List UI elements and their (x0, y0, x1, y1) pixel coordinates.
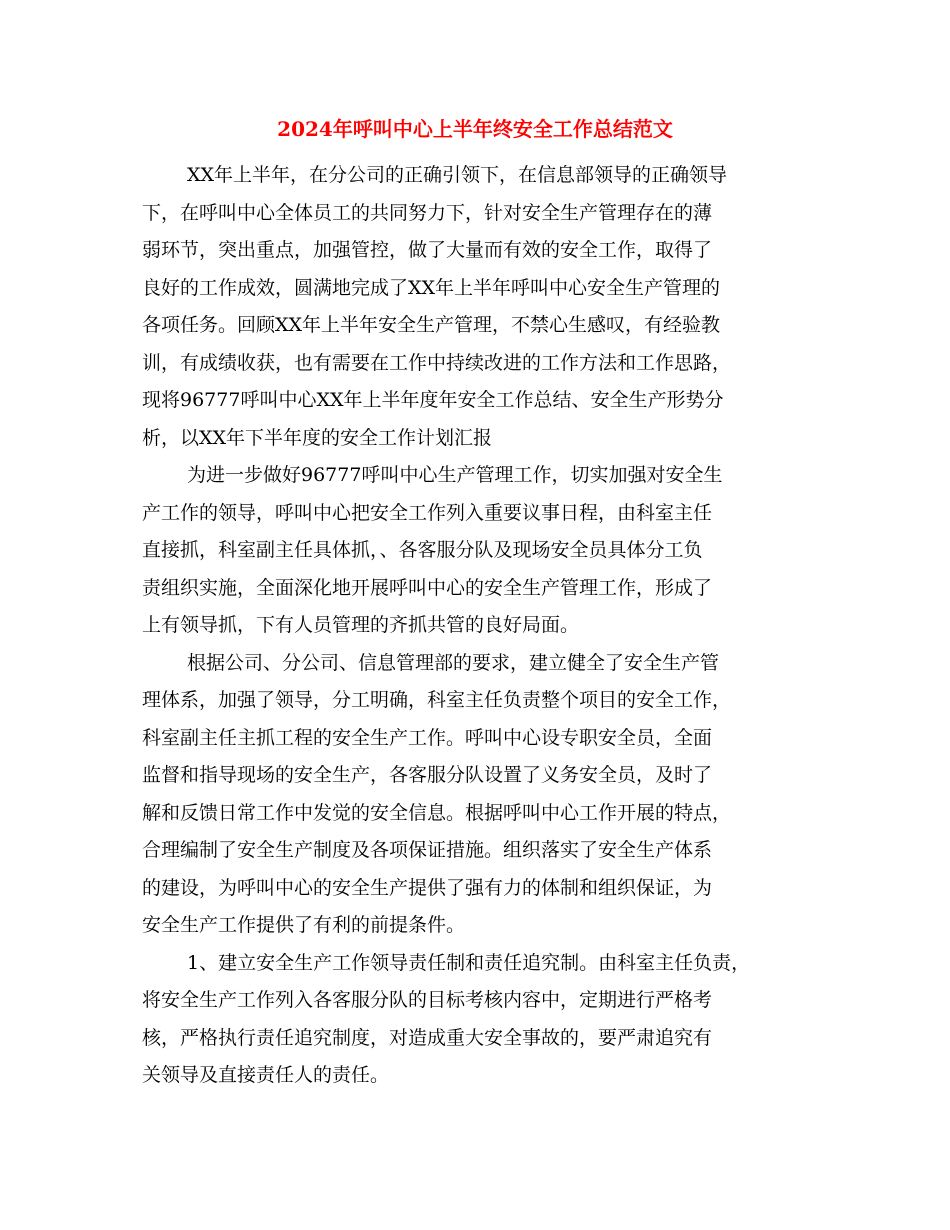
body-line: 根据公司、分公司、信息管理部的要求，建立健全了安全生产管 (187, 652, 720, 674)
body-line: 现将96777呼叫中心XX年上半年度年安全工作总结、安全生产形势分 (142, 389, 724, 411)
body-line: 产工作的领导，呼叫中心把安全工作列入重要议事日程，由科室主任 (142, 502, 713, 524)
body-line: 弱环节，突出重点，加强管控，做了大量而有效的安全工作，取得了 (142, 239, 713, 261)
body-line: 1、建立安全生产工作领导责任制和责任追究制。由科室主任负责， (187, 952, 751, 974)
body-line: 监督和指导现场的安全生产，各客服分队设置了义务安全员，及时了 (142, 764, 713, 786)
body-line: 科室副主任主抓工程的安全生产工作。呼叫中心设专职安全员，全面 (142, 727, 713, 749)
body-line: 析，以XX年下半年度的安全工作计划汇报 (142, 427, 493, 449)
body-line: 的建设，为呼叫中心的安全生产提供了强有力的体制和组织保证，为 (142, 877, 713, 899)
document-title: 2024年呼叫中心上半年终安全工作总结范文 (277, 117, 673, 141)
body-line: 关领导及直接责任人的责任。 (142, 1064, 390, 1086)
body-line: 直接抓，科室副主任具体抓，、各客服分队及现场安全员具体分工负 (142, 539, 703, 561)
body-line: 责组织实施，全面深化地开展呼叫中心的安全生产管理工作，形成了 (142, 577, 713, 599)
body-line: 为进一步做好96777呼叫中心生产管理工作，切实加强对安全生 (187, 464, 723, 486)
body-line: 下，在呼叫中心全体员工的共同努力下，针对安全生产管理存在的薄 (142, 202, 713, 224)
body-line: 理体系，加强了领导，分工明确，科室主任负责整个项目的安全工作， (142, 689, 732, 711)
body-line: 上有领导抓，下有人员管理的齐抓共管的良好局面。 (142, 614, 580, 636)
body-line: 核，严格执行责任追究制度，对造成重大安全事故的，要严肃追究有 (142, 1027, 713, 1049)
body-line: 训，有成绩收获，也有需要在工作中持续改进的工作方法和工作思路， (142, 352, 732, 374)
body-line: XX年上半年，在分公司的正确引领下，在信息部领导的正确领导 (187, 164, 728, 186)
body-line: 良好的工作成效，圆满地完成了XX年上半年呼叫中心安全生产管理的 (142, 277, 721, 299)
body-line: 将安全生产工作列入各客服分队的目标考核内容中，定期进行严格考 (142, 989, 713, 1011)
body-line: 解和反馈日常工作中发觉的安全信息。根据呼叫中心工作开展的特点， (142, 802, 732, 824)
body-line: 合理编制了安全生产制度及各项保证措施。组织落实了安全生产体系 (142, 839, 713, 861)
body-line: 各项任务。回顾XX年上半年安全生产管理，不禁心生感叹，有经验教 (142, 314, 721, 336)
body-line: 安全生产工作提供了有利的前提条件。 (142, 914, 466, 936)
